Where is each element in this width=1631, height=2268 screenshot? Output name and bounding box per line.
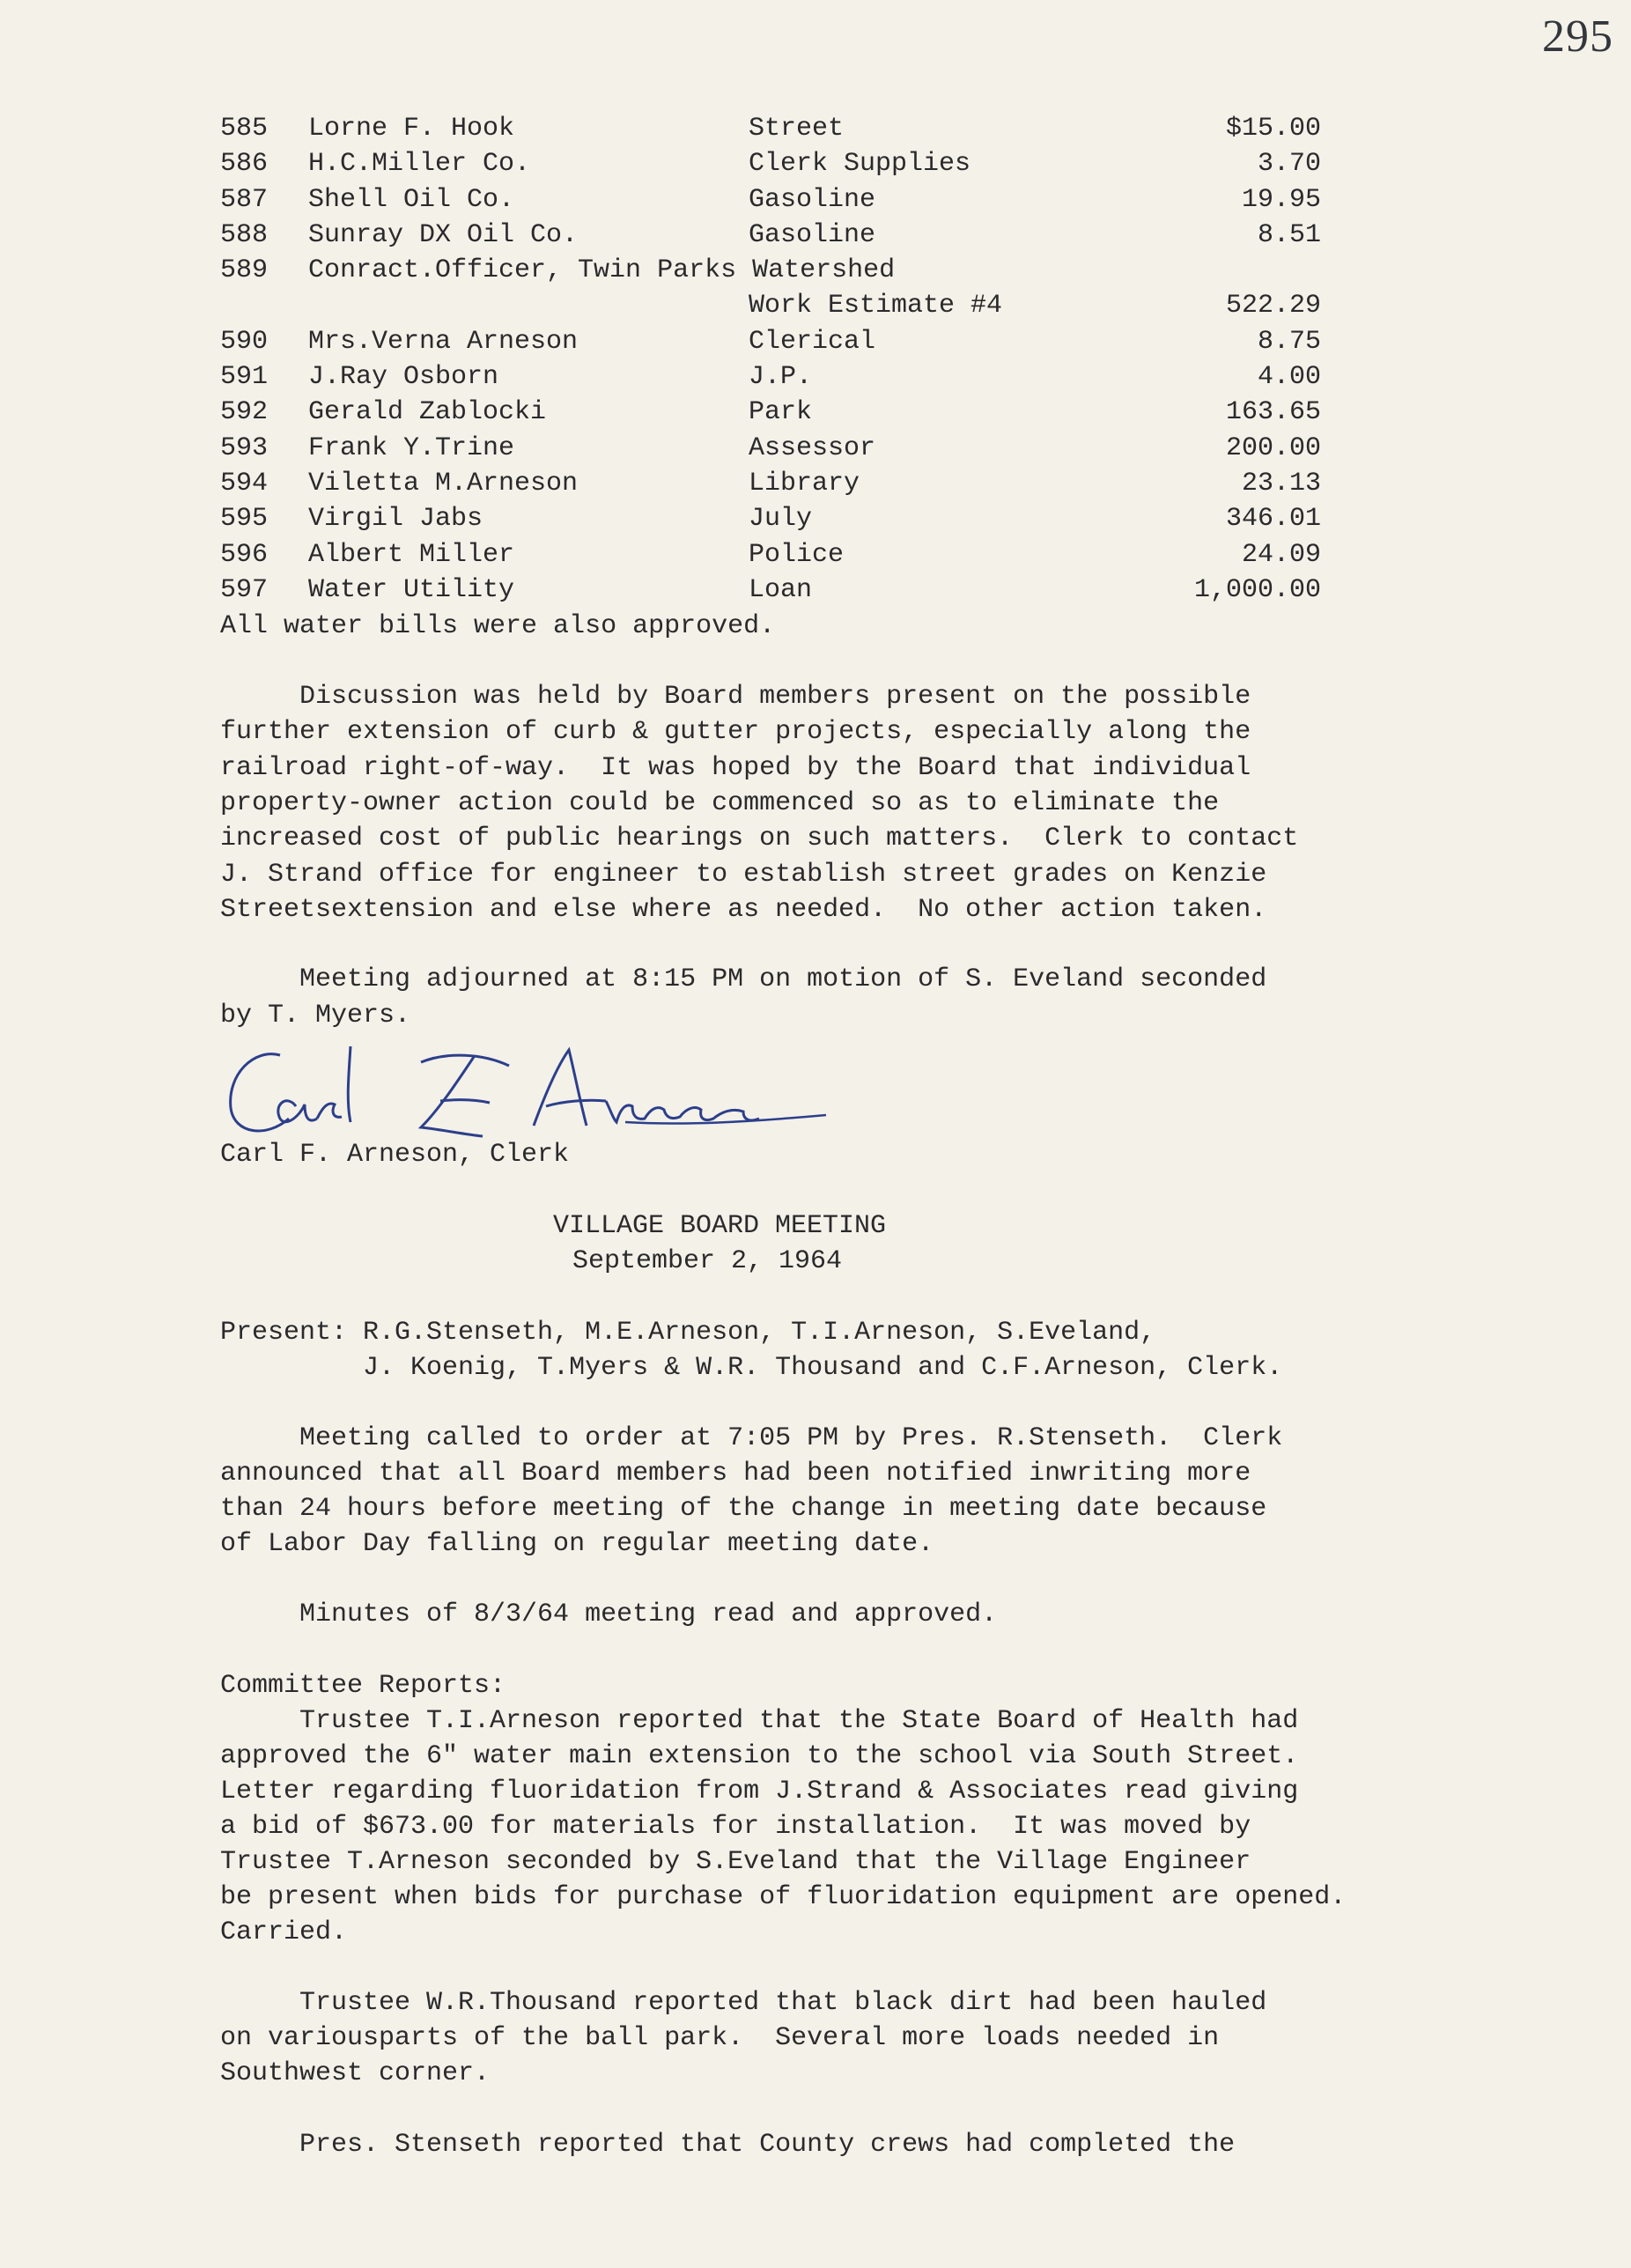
bill-row — [220, 253, 1321, 288]
adjourn-line: by T. Myers. — [220, 1001, 411, 1031]
bill-purpose: Loan — [749, 574, 813, 605]
bill-payee: Gerald Zablocki — [308, 397, 547, 428]
bill-number: 596 — [220, 539, 269, 570]
bill-amount: 522.29 — [1225, 291, 1321, 321]
call-to-order-line: of Labor Day falling on regular meeting date. — [220, 1529, 934, 1559]
bill-purpose: July — [749, 504, 813, 535]
bill-payee: Water Utility — [308, 574, 515, 605]
bill-row — [220, 111, 1321, 146]
bill-row — [220, 359, 1321, 395]
discussion-line: property-owner action could be commenced so as to eliminate the — [220, 788, 1220, 818]
discussion-line: railroad right-of-way. It was hoped by the Board that individual — [220, 753, 1251, 783]
present-line: J. Koenig, T.Myers & W.R. Thousand and C.F.Arneson, Clerk. — [220, 1353, 1283, 1383]
committee-line: a bid of $673.00 for materials for installation. It was moved by — [220, 1812, 1251, 1842]
bill-purpose: Gasoline — [749, 219, 876, 250]
clerk-name: Carl F. Arneson, Clerk — [220, 1140, 570, 1170]
bill-purpose: Clerk Supplies — [749, 149, 971, 180]
call-to-order-line: Meeting called to order at 7:05 PM by Pres. R.Stenseth. Clerk — [220, 1423, 1283, 1453]
bill-number: 585 — [220, 114, 269, 144]
bill-number: 597 — [220, 574, 269, 605]
meeting-title: VILLAGE BOARD MEETING — [553, 1211, 887, 1241]
bills-table — [220, 111, 1321, 608]
bill-purpose: Work Estimate #4 — [749, 291, 1003, 321]
bill-purpose: Clerical — [749, 326, 876, 357]
bill-row — [220, 324, 1321, 359]
bill-purpose: Street — [749, 114, 845, 144]
committee-line: Carried. — [220, 1917, 348, 1947]
bill-amount: $15.00 — [1225, 114, 1321, 144]
bill-purpose: Park — [749, 397, 813, 428]
bill-amount: 346.01 — [1225, 504, 1321, 535]
discussion-line: increased cost of public hearings on such matters. Clerk to contact — [220, 824, 1299, 853]
bill-purpose: J.P. — [749, 362, 813, 393]
bill-payee: Albert Miller — [308, 539, 515, 570]
discussion-line: Discussion was held by Board members present on the possible — [220, 682, 1251, 712]
committee-line: Trustee T.Arneson seconded by S.Eveland that the Village Engineer — [220, 1847, 1251, 1877]
bill-payee: Mrs.Verna Arneson — [308, 326, 579, 357]
bill-amount: 163.65 — [1225, 397, 1321, 428]
bill-row — [220, 288, 1321, 323]
meeting-date: September 2, 1964 — [572, 1246, 843, 1276]
committee-line: Letter regarding fluoridation from J.Strand & Associates read giving — [220, 1777, 1299, 1806]
bill-number: 594 — [220, 468, 269, 499]
bill-number: 593 — [220, 432, 269, 463]
discussion-line: Streetsextension and else where as needed. No other action taken. — [220, 895, 1267, 925]
bill-amount: 23.13 — [1241, 468, 1321, 499]
bill-row — [220, 431, 1321, 466]
committee-line: be present when bids for purchase of fluoridation equipment are opened. — [220, 1882, 1347, 1912]
bill-payee: Virgil Jabs — [308, 504, 483, 535]
bill-payee: Lorne F. Hook — [308, 114, 515, 144]
bill-number: 586 — [220, 149, 269, 180]
bill-amount: 1,000.00 — [1193, 574, 1321, 605]
bill-row — [220, 395, 1321, 430]
committee-line: Committee Reports: — [220, 1671, 506, 1701]
bill-number: 588 — [220, 219, 269, 250]
thousand-line: Trustee W.R.Thousand reported that black dirt had been hauled — [220, 1988, 1267, 2018]
bill-row — [220, 466, 1321, 501]
stenseth-report-line: Pres. Stenseth reported that County crews had completed the — [220, 2130, 1236, 2160]
bill-row — [220, 146, 1321, 181]
bill-payee: J.Ray Osborn — [308, 362, 499, 393]
bill-payee: Shell Oil Co. — [308, 184, 515, 215]
page-number: 295 — [1542, 11, 1613, 62]
bill-amount: 19.95 — [1241, 184, 1321, 215]
discussion-line: J. Strand office for engineer to establish street grades on Kenzie — [220, 860, 1267, 890]
bill-payee: Frank Y.Trine — [308, 432, 515, 463]
bill-number: 587 — [220, 184, 269, 215]
bill-payee: Viletta M.Arneson — [308, 468, 579, 499]
thousand-line: on variousparts of the ball park. Several more loads needed in — [220, 2023, 1220, 2053]
bill-row — [220, 501, 1321, 536]
bill-payee: H.C.Miller Co. — [308, 149, 531, 180]
call-to-order-line: announced that all Board members had been notified inwriting more — [220, 1459, 1251, 1489]
adjourn-line: Meeting adjourned at 8:15 PM on motion of S. Eveland seconded — [220, 964, 1267, 994]
bill-purpose: Gasoline — [749, 184, 876, 215]
present-line: Present: R.G.Stenseth, M.E.Arneson, T.I.Arneson, S.Eveland, — [220, 1318, 1156, 1348]
bill-purpose: Library — [749, 468, 860, 499]
water-bills-note: All water bills were also approved. — [220, 611, 776, 641]
call-to-order-line: than 24 hours before meeting of the change in meeting date because — [220, 1494, 1267, 1524]
bill-number: 590 — [220, 326, 269, 357]
bill-purpose: Assessor — [749, 432, 876, 463]
bill-purpose: Police — [749, 539, 845, 570]
bill-amount: 3.70 — [1257, 149, 1321, 180]
bill-number: 591 — [220, 362, 269, 393]
bill-amount: 8.51 — [1257, 219, 1321, 250]
committee-line: Trustee T.I.Arneson reported that the State Board of Health had — [220, 1706, 1299, 1736]
discussion-line: further extension of curb & gutter projects, especially along the — [220, 717, 1251, 747]
bill-amount: 200.00 — [1225, 432, 1321, 463]
bill-payee: Conract.Officer, Twin Parks Watershed — [308, 255, 896, 286]
bill-row — [220, 218, 1321, 253]
bill-number: 595 — [220, 504, 269, 535]
bill-number: 592 — [220, 397, 269, 428]
bill-number: 589 — [220, 255, 269, 286]
bill-amount: 24.09 — [1241, 539, 1321, 570]
bill-row — [220, 182, 1321, 218]
bill-payee: Sunray DX Oil Co. — [308, 219, 579, 250]
committee-line: approved the 6" water main extension to the school via South Street. — [220, 1741, 1299, 1771]
bill-amount: 4.00 — [1257, 362, 1321, 393]
bill-row — [220, 573, 1321, 608]
bill-row — [220, 537, 1321, 573]
minutes-approval: Minutes of 8/3/64 meeting read and approved. — [220, 1599, 998, 1629]
bill-amount: 8.75 — [1257, 326, 1321, 357]
thousand-line: Southwest corner. — [220, 2058, 491, 2088]
